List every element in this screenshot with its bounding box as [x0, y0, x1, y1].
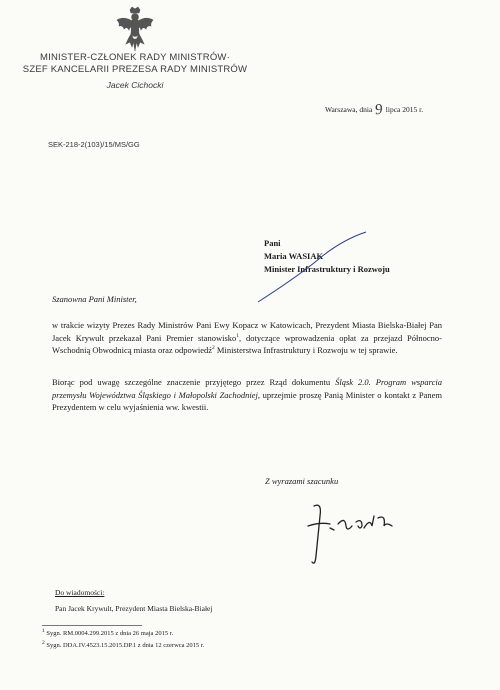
body-paragraph-2: Biorąc pod uwagę szczególne znaczenie przyjętego przez Rząd dokumentu Śląsk 2.0. Program wsparcia przemysłu Województwa Śląskiego i Małopolski Zachodniej, uprzejmie proszę Panią Minister o kontakt z Panem Prezydentem w celu wyjaśnienia ww. kwestii. — [52, 377, 442, 412]
footnote-1: $^1$ Sygn. RM.0004.299.2015 z dnia 26 maja 2015 r. — [42, 627, 174, 637]
distribution-label: Do wiadomości: — [55, 588, 105, 597]
distribution-recipient: Pan Jacek Krywult, Prezydent Miasta Bielska-Białej — [55, 604, 213, 613]
polish-eagle-emblem-icon — [115, 6, 155, 52]
handwritten-stroke — [250, 230, 370, 305]
addressee-title: Pani — [264, 238, 281, 248]
handwritten-signature-icon — [300, 496, 400, 570]
salutation: Szanowna Pani Minister, — [52, 294, 137, 304]
addressee-position: Minister Infrastruktury i Rozwoju — [264, 264, 390, 274]
minister-name: Jacek Cichocki — [106, 80, 164, 90]
date-day: 9 — [374, 101, 384, 119]
addressee-name: Maria WASIAK — [264, 251, 324, 261]
ministry-header-line2: SZEF KANCELARII PREZESA RADY MINISTRÓW — [22, 64, 248, 75]
body-paragraph-1: w trakcie wizyty Prezes Rady Ministrów Pani Ewy Kopacz w Katowicach, Prezydent Miasta Bielska-Białej Pan Jacek Krywult przekazał Pani Premier stanowisko$^1$, dotyczące wprowadzenia opłat za przejazd Północno-Wschodnią Obwodnicą miasta oraz odpowiedź$^2$ Ministerstwa Infrastruktury i Rozwoju w tej sprawie. — [52, 320, 442, 355]
footnote-2: $^2$ Sygn. DDA.IV.4523.15.2015.DP.1 z dnia 12 czerwca 2015 r. — [42, 639, 205, 649]
closing-formula: Z wyrazami szacunku — [265, 476, 339, 486]
date-suffix: lipca 2015 r. — [385, 105, 424, 114]
date-prefix: Warszawa, dnia — [325, 105, 373, 114]
ministry-header-line1: MINISTER-CZŁONEK RADY MINISTRÓW· — [40, 52, 230, 63]
letter-date — [325, 100, 423, 117]
reference-number: SEK-218-2(103)/15/MS/GG — [48, 140, 140, 149]
footnote-divider — [42, 625, 142, 626]
